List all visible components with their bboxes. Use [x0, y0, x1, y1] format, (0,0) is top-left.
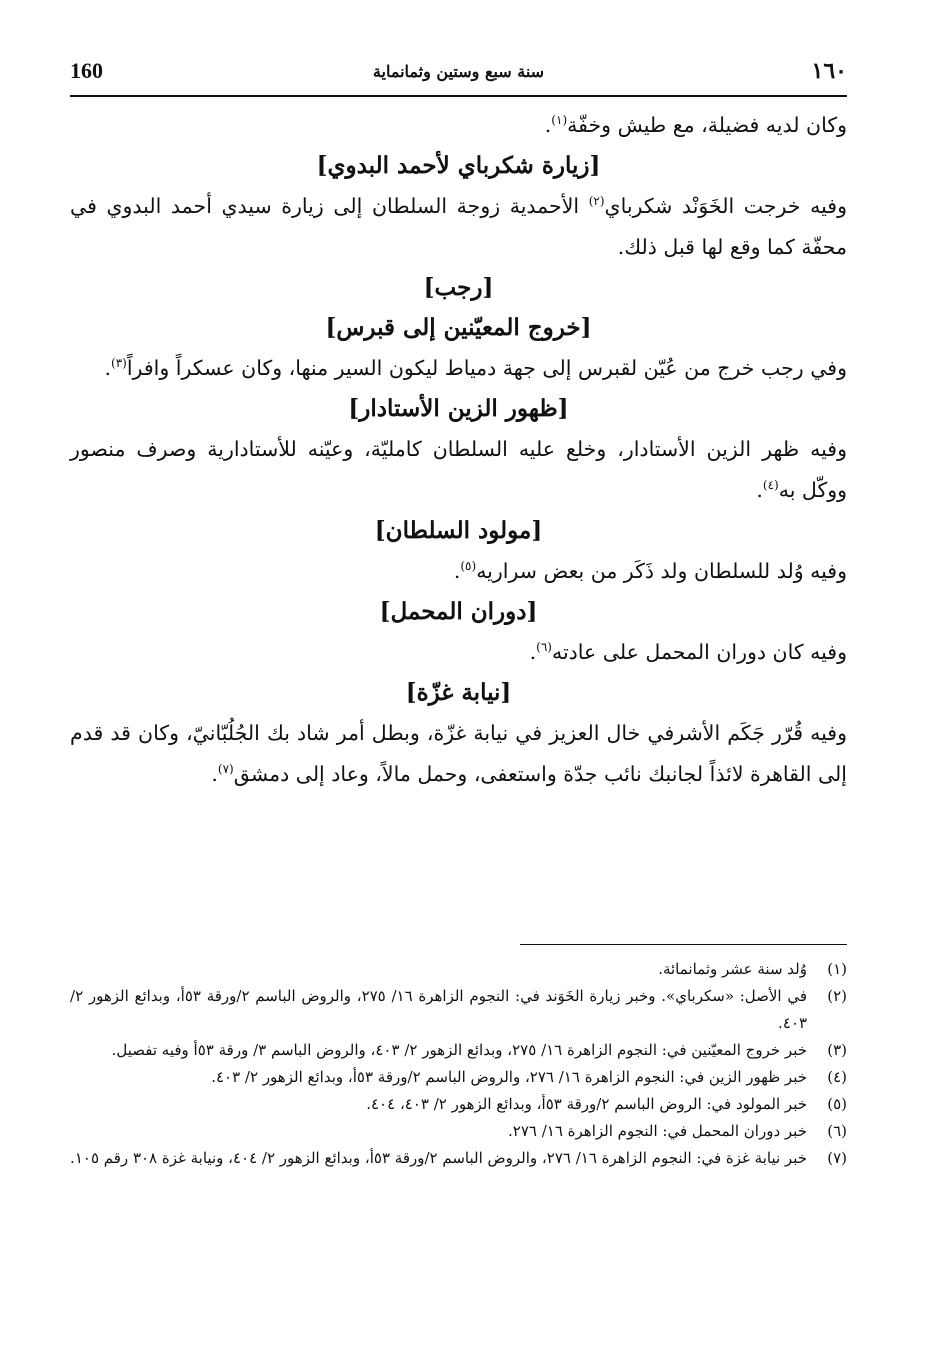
footnote-text: في الأصل: «سكرباي». وخبر زيارة الخَوَند في: النجوم الزاهرة ١٦/ ٢٧٥، والروض الباسم ٢/ورقة ٥٣أ، وبدائع الزهور ٢/ ٤٠٣. [70, 987, 807, 1032]
footnote-marker: (٧) [217, 762, 234, 777]
footnote-text: خبر خروج المعيّنين في: النجوم الزاهرة ١٦/ ٢٧٥، وبدائع الزهور ٢/ ٤٠٣، والروض الباسم ٣/ ورقة ٥٣أ وفيه تفصيل. [111, 1041, 807, 1059]
section-heading: [مولود السلطان] [374, 517, 543, 544]
paragraph: وفيه ظهر الزين الأستادار، وخلع عليه السلطان كامليّة، وعيّنه للأستادارية وصرف منصور ووكّل به$^{(٤)}$. [70, 437, 847, 502]
paragraph: وكان لديه فضيلة، مع طيش وخفّة$^{(١)}$. [544, 113, 847, 137]
footnote-marker: (٦) [536, 640, 552, 655]
section-heading: [خروج المعيّنين إلى قبرس] [325, 314, 592, 341]
section-heading: [دوران المحمل] [379, 598, 538, 625]
footnote-marker: (٥) [460, 559, 477, 574]
section-heading: [ظهور الزين الأستادار] [348, 395, 569, 422]
footnote [70, 1064, 847, 1091]
page-number-arabic: ١٦٠ [811, 58, 847, 84]
footnotes [70, 956, 847, 1172]
footnote [70, 1145, 847, 1172]
footnote-text: وُلد سنة عشر وثمانمائة. [658, 960, 807, 978]
paragraph: وفيه كان دوران المحمل على عادته$^{(٦)}$. [529, 640, 847, 664]
footnote-rule [520, 944, 847, 945]
paragraph: وفيه وُلد للسلطان ولد ذَكَر من بعض سراريه$^{(٥)}$. [453, 559, 847, 583]
paragraph: وفيه قُرّر جَكَم الأشرفي خال العزيز في نيابة غزّة، وبطل أمر شاد بك الجُلُبّانيّ، وكان قد قدم إلى القاهرة لائذاً لجانبك نائب جدّة واستعفى، وحمل مالاً، وعاد إلى دمشق$^{(٧)}$. [70, 721, 847, 786]
footnote-text: خبر نيابة غزة في: النجوم الزاهرة ١٦/ ٢٧٦، والروض الباسم ٢/ورقة ٥٣أ، وبدائع الزهور ٢/ ٤٠٤، ونيابة غزة ٣٠٨ رقم ١٠٥. [70, 1149, 807, 1167]
section-heading: [زيارة شكرباي لأحمد البدوي] [316, 152, 601, 179]
footnote-number: (٤) [827, 1068, 847, 1086]
footnote [70, 1118, 847, 1145]
footnote [70, 1037, 847, 1064]
footnote-marker: (٣) [111, 356, 127, 371]
footnote-marker: (٢) [588, 194, 605, 209]
section-heading: [نيابة غزّة] [405, 679, 512, 706]
month-heading: [رجب] [423, 274, 494, 301]
footnote-number: (٣) [827, 1041, 847, 1059]
main-text [70, 105, 847, 795]
footnote-text: خبر المولود في: الروض الباسم ٢/ورقة ٥٣أ، وبدائع الزهور ٢/ ٤٠٣، ٤٠٤. [366, 1095, 807, 1113]
footnote-number: (٦) [827, 1122, 847, 1140]
footnote-text: خبر دوران المحمل في: النجوم الزاهرة ١٦/ ٢٧٦. [507, 1122, 807, 1140]
footnote [70, 983, 847, 1037]
page-header [70, 52, 847, 92]
page-number-latin: 160 [70, 58, 103, 83]
footnote-number: (٧) [827, 1149, 847, 1167]
footnote-number: (١) [827, 960, 847, 978]
footnote [70, 956, 847, 983]
paragraph: وفي رجب خرج من عُيّن لقبرس إلى جهة دمياط ليكون السير منها، وكان عسكراً وافراً$^{(٣)}$. [104, 356, 847, 380]
footnote [70, 1091, 847, 1118]
paragraph: وفيه خرجت الخَوَنْد شكرباي$^{(٢)}$ الأحمدية زوجة السلطان إلى زيارة سيدي أحمد البدوي في محفّة كما وقع لها قبل ذلك. [70, 194, 848, 259]
footnote-text: خبر ظهور الزين في: النجوم الزاهرة ١٦/ ٢٧٦، والروض الباسم ٢/ورقة ٥٣أ، وبدائع الزهور ٢/ ٤٠٣. [211, 1068, 807, 1086]
footnote-number: (٥) [827, 1095, 847, 1113]
header-rule [70, 95, 847, 97]
footnote-number: (٢) [827, 987, 847, 1005]
running-title: سنة سبع وستين وثمانماية [372, 62, 545, 81]
footnote-marker: (١) [551, 113, 568, 128]
footnote-marker: (٤) [762, 478, 779, 493]
